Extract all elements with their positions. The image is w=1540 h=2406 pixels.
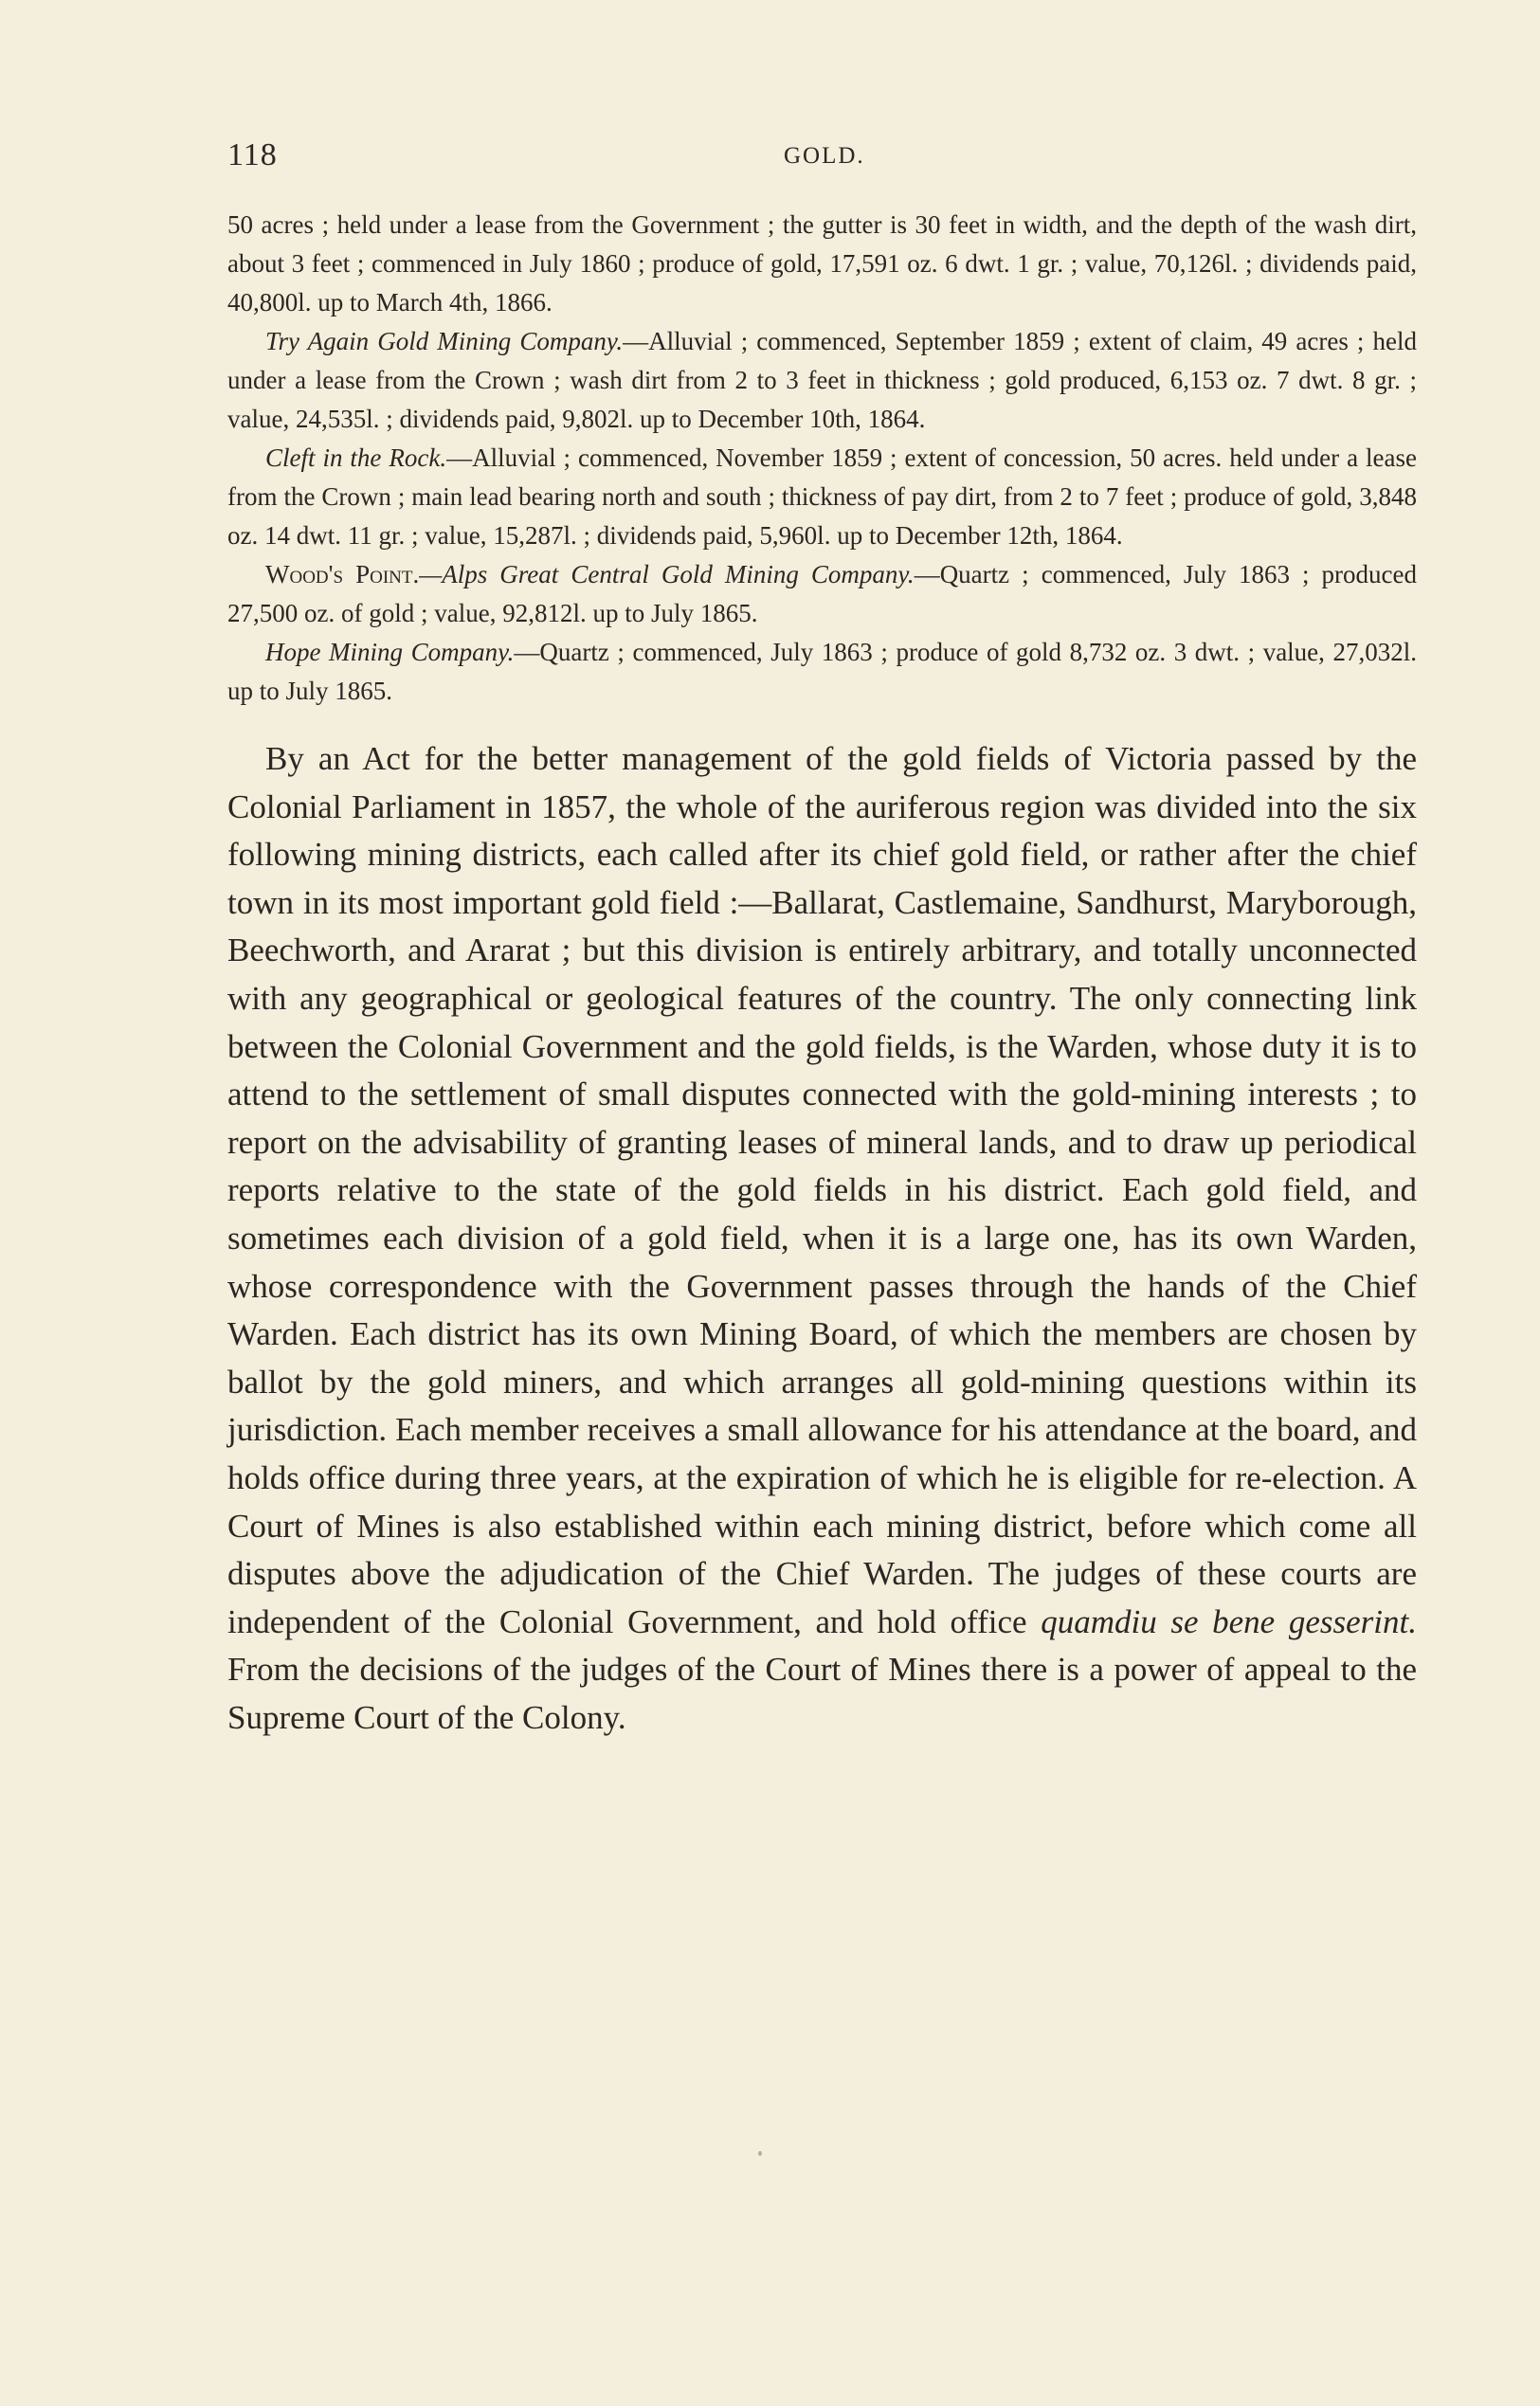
main-text xyxy=(227,735,1417,1742)
entry-cleft-rock-text: —Alluvial ; commenced, November 1859 ; extent of concession, 50 acres. held under a lease from the Crown ; main lead bearing north and south ; thickness of pay dirt, from 2 to 7 feet ; produce of gold, 3,848 oz. 14 dwt. 11 gr. ; value, 15,287l. ; dividends paid, 5,960l. up to December 12th, 1864. xyxy=(227,443,1417,550)
entry-woods-point-text: —Quartz ; commenced, July 1863 ; produced 27,500 oz. of gold ; value, 92,812l. up to July 1865. xyxy=(227,560,1418,627)
entry-woods-point xyxy=(227,555,1417,633)
entry-try-again-text: —Alluvial ; commenced, September 1859 ; extent of claim, 49 acres ; held under a lease from the Crown ; wash dirt from 2 to 3 feet in thickness ; gold produced, 6,153 oz. 7 dwt. 8 gr. ; value, 24,535l. ; dividends paid, 9,802l. up to December 10th, 1864. xyxy=(227,327,1417,433)
main-paragraph-conclusion: From the decisions of the judges of the Court of Mines there is a power of appeal to the Supreme Court of the Colony. xyxy=(227,1651,1417,1736)
main-paragraph-text: By an Act for the better management of the gold fields of Victoria passed by the Colonial Parliament in 1857, the whole of the auriferous region was divided into the six following mining districts, each called after its chief gold field, or rather after the chief town in its most important gold field :—Ballarat, Castlemaine, Sandhurst, Maryborough, Beechworth, and Ararat ; but this division is entirely arbitrary, and totally unconnected with any geographical or geological features of the country. The only connecting link between the Colonial Government and the gold fields, is the Warden, whose duty it is to attend to the settlement of small disputes connected with the gold-mining interests ; to report on the advisability of granting leases of mineral lands, and to draw up periodical reports relative to the state of the gold fields in his district. Each gold field, and sometimes each division of a gold field, when it is a large one, has its own Warden, whose correspondence with the Government passes through the hands of the Chief Warden. Each district has its own Mining Board, of which the members are chosen by ballot by the gold miners, and which arranges all gold-mining questions within its jurisdiction. Each member receives a small allowance for his attendance at the board, and holds office during three years, at the expiration of which he is eligible for re-election. A Court of Mines is also established within each mining district, before which come all disputes above the adjudication of the Chief Warden. The judges of these courts are independent of the Colonial Government, and hold office xyxy=(227,740,1417,1640)
entry-woods-point-place: Wood's Point. xyxy=(265,560,420,588)
entry-continuation-text: 50 acres ; held under a lease from the Government ; the gutter is 30 feet in width, and the depth of the wash dirt, about 3 feet ; commenced in July 1860 ; produce of gold, 17,591 oz. 6 dwt. 1 gr. ; value, 70,126l. ; dividends paid, 40,800l. up to March 4th, 1866. xyxy=(227,210,1417,317)
entry-woods-point-name: —Alps Great Central Gold Mining Company. xyxy=(419,560,915,588)
page-header xyxy=(227,128,1417,185)
page xyxy=(227,128,1417,1742)
entry-hope-text: —Quartz ; commenced, July 1863 ; produce of gold 8,732 oz. 3 dwt. ; value, 27,032l. up to July 1865. xyxy=(227,638,1417,705)
entry-hope xyxy=(227,633,1417,711)
page-number: 118 xyxy=(227,137,278,172)
running-head: GOLD. xyxy=(784,143,865,169)
entry-cleft-rock xyxy=(227,439,1417,555)
entry-hope-name: Hope Mining Company. xyxy=(265,638,515,666)
entry-cleft-rock-name: Cleft in the Rock. xyxy=(265,443,447,472)
mining-company-entries xyxy=(227,206,1417,711)
paper-speck xyxy=(758,2151,762,2156)
entry-try-again-name: Try Again Gold Mining Company. xyxy=(265,327,624,355)
latin-phrase: quamdiu se bene gesserint. xyxy=(1041,1602,1418,1640)
main-paragraph xyxy=(227,735,1417,1742)
entry-continuation xyxy=(227,206,1417,322)
entry-try-again xyxy=(227,322,1417,439)
